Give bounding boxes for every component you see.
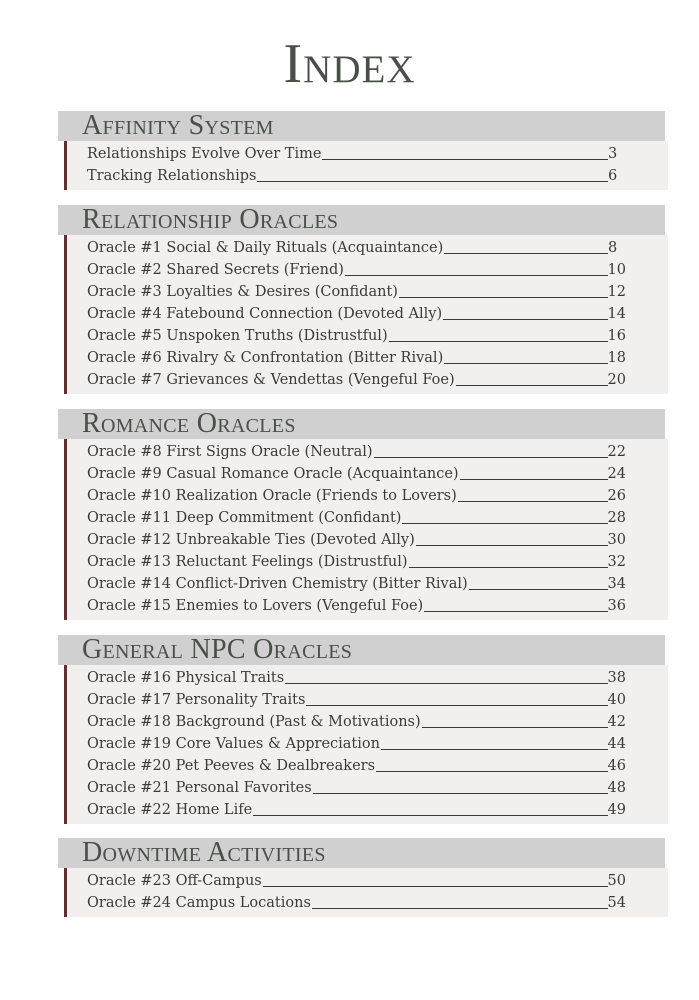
entry-title: Oracle #14 Conflict-Driven Chemistry (Bitter Rival)	[87, 576, 468, 592]
index-entry[interactable]	[67, 259, 668, 281]
dot-leader	[422, 711, 608, 728]
entry-page-number: 30	[607, 532, 626, 548]
entry-page-number: 42	[607, 714, 626, 730]
dot-leader	[312, 892, 608, 909]
dot-leader	[389, 325, 608, 342]
dot-leader	[444, 347, 607, 364]
entry-page-number: 10	[607, 262, 626, 278]
section-heading: General NPC Oracles	[58, 635, 665, 665]
dot-leader	[263, 870, 608, 887]
entry-page-number: 20	[607, 372, 626, 388]
index-entry[interactable]	[67, 303, 668, 325]
index-entry[interactable]	[67, 733, 668, 755]
entry-title: Oracle #23 Off-Campus	[87, 873, 262, 889]
entry-title: Oracle #12 Unbreakable Ties (Devoted Ally)	[87, 532, 415, 548]
dot-leader	[322, 143, 608, 160]
entry-page-number: 32	[607, 554, 626, 570]
dot-leader	[376, 755, 608, 772]
entry-title: Oracle #5 Unspoken Truths (Distrustful)	[87, 328, 388, 344]
dot-leader	[409, 551, 608, 568]
section-entries	[64, 141, 668, 190]
section-downtime-activities	[58, 838, 665, 917]
entry-title: Oracle #13 Reluctant Feelings (Distrustful)	[87, 554, 408, 570]
index-entry[interactable]	[67, 711, 668, 733]
index-entry[interactable]	[67, 441, 668, 463]
index-entry[interactable]	[67, 507, 668, 529]
entry-page-number: 8	[608, 240, 618, 256]
index-entry[interactable]	[67, 892, 668, 914]
entry-page-number: 49	[607, 802, 626, 818]
index-entry[interactable]	[67, 325, 668, 347]
section-heading: Relationship Oracles	[58, 205, 665, 235]
entry-page-number: 46	[607, 758, 626, 774]
entry-page-number: 48	[607, 780, 626, 796]
dot-leader	[469, 573, 608, 590]
section-relationship-oracles	[58, 205, 665, 394]
entry-title: Oracle #10 Realization Oracle (Friends to Lovers)	[87, 488, 457, 504]
index-entry[interactable]	[67, 143, 668, 165]
index-entry[interactable]	[67, 281, 668, 303]
entry-title: Oracle #15 Enemies to Lovers (Vengeful Foe)	[87, 598, 424, 614]
dot-leader	[456, 369, 608, 386]
index-entry[interactable]	[67, 667, 668, 689]
index-entry[interactable]	[67, 777, 668, 799]
entry-title: Oracle #3 Loyalties & Desires (Confidant)	[87, 284, 398, 300]
section-entries	[64, 439, 668, 620]
entry-title: Oracle #9 Casual Romance Oracle (Acquaintance)	[87, 466, 459, 482]
index-entry[interactable]	[67, 485, 668, 507]
entry-page-number: 3	[608, 146, 618, 162]
entry-page-number: 14	[607, 306, 626, 322]
dot-leader	[443, 303, 607, 320]
entry-page-number: 40	[607, 692, 626, 708]
entry-title: Oracle #22 Home Life	[87, 802, 253, 818]
entry-page-number: 36	[607, 598, 626, 614]
dot-leader	[313, 777, 608, 794]
dot-leader	[416, 529, 608, 546]
index-entry[interactable]	[67, 369, 668, 391]
entry-page-number: 28	[607, 510, 626, 526]
entry-title: Oracle #20 Pet Peeves & Dealbreakers	[87, 758, 376, 774]
dot-leader	[444, 237, 608, 254]
entry-title: Oracle #24 Campus Locations	[87, 895, 311, 911]
dot-leader	[381, 733, 608, 750]
entry-page-number: 22	[607, 444, 626, 460]
entry-page-number: 12	[607, 284, 626, 300]
entry-page-number: 16	[607, 328, 626, 344]
entry-title: Tracking Relationships	[87, 168, 257, 184]
entry-title: Oracle #4 Fatebound Connection (Devoted Ally)	[87, 306, 443, 322]
index-entry[interactable]	[67, 165, 668, 187]
section-general-npc-oracles	[58, 635, 665, 824]
entry-page-number: 38	[607, 670, 626, 686]
section-romance-oracles	[58, 409, 665, 620]
entry-title: Oracle #19 Core Values & Appreciation	[87, 736, 380, 752]
entry-title: Oracle #8 First Signs Oracle (Neutral)	[87, 444, 373, 460]
entry-title: Oracle #21 Personal Favorites	[87, 780, 312, 796]
index-entry[interactable]	[67, 689, 668, 711]
entry-page-number: 54	[607, 895, 626, 911]
index-entry[interactable]	[67, 529, 668, 551]
entry-page-number: 18	[607, 350, 626, 366]
section-heading: Affinity System	[58, 111, 665, 141]
entry-page-number: 44	[607, 736, 626, 752]
index-entry[interactable]	[67, 755, 668, 777]
index-entry[interactable]	[67, 595, 668, 617]
entry-title: Oracle #6 Rivalry & Confrontation (Bitter Rival)	[87, 350, 444, 366]
entry-page-number: 50	[607, 873, 626, 889]
entry-title: Oracle #7 Grievances & Vendettas (Vengeful Foe)	[87, 372, 455, 388]
dot-leader	[257, 165, 608, 182]
index-entry[interactable]	[67, 347, 668, 369]
dot-leader	[345, 259, 608, 276]
section-entries	[64, 665, 668, 824]
entry-title: Oracle #11 Deep Commitment (Confidant)	[87, 510, 402, 526]
index-entry[interactable]	[67, 799, 668, 821]
entry-title: Oracle #1 Social & Daily Rituals (Acquaintance)	[87, 240, 444, 256]
section-heading: Downtime Activities	[58, 838, 665, 868]
entry-title: Oracle #17 Personality Traits	[87, 692, 306, 708]
section-affinity-system	[58, 111, 665, 190]
section-heading: Romance Oracles	[58, 409, 665, 439]
dot-leader	[460, 463, 608, 480]
index-entry[interactable]	[67, 551, 668, 573]
entry-page-number: 34	[607, 576, 626, 592]
dot-leader	[285, 667, 607, 684]
entry-page-number: 24	[607, 466, 626, 482]
entry-page-number: 26	[607, 488, 626, 504]
entry-title: Oracle #2 Shared Secrets (Friend)	[87, 262, 344, 278]
dot-leader	[374, 441, 608, 458]
entry-title: Oracle #16 Physical Traits	[87, 670, 285, 686]
index-entry[interactable]	[67, 870, 668, 892]
index-entry[interactable]	[67, 463, 668, 485]
dot-leader	[424, 595, 607, 612]
index-entry[interactable]	[67, 573, 668, 595]
page-title: Index	[283, 33, 416, 95]
section-entries	[64, 868, 668, 917]
dot-leader	[399, 281, 608, 298]
entry-title: Relationships Evolve Over Time	[87, 146, 322, 162]
dot-leader	[306, 689, 607, 706]
entry-title: Oracle #18 Background (Past & Motivations)	[87, 714, 421, 730]
dot-leader	[402, 507, 607, 524]
entry-page-number: 6	[608, 168, 618, 184]
index-entry[interactable]	[67, 237, 668, 259]
dot-leader	[458, 485, 608, 502]
dot-leader	[253, 799, 607, 816]
section-entries	[64, 235, 668, 394]
